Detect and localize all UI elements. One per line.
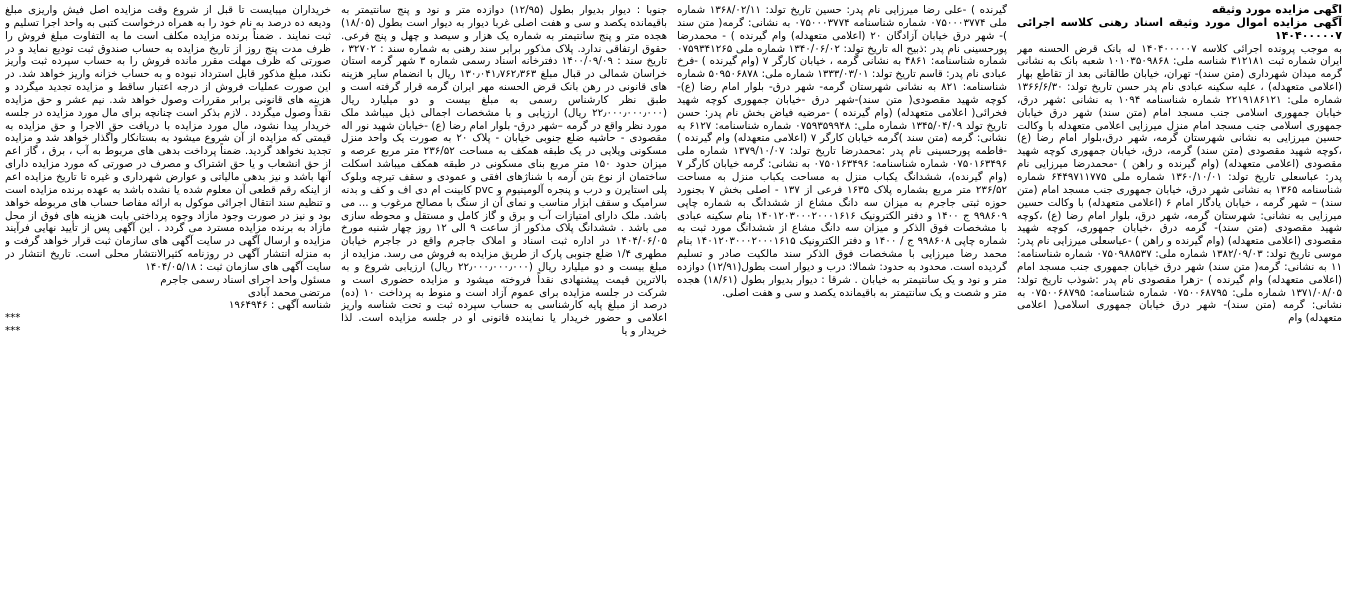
notice-heading: آگهی مزایده مورد وثیقه [1211, 4, 1342, 16]
notice-column-4-text: خریداران میبایست تا قبل از شروع وقت مزایده اصل فیش واریزی مبلغ ودیعه ده درصد به نام خود را به همراه درخواست کتبی به واحد اجرا تسلیم و ثبت نمایند . ضمناً برنده مزایده مکلف است ما به التفاوت مبلغ فروش را ظرف مدت پنج روز از تاریخ مزایده به حساب صندوق ثبت تودیع نماید و در صورتی که ظرف مهلت مقرر مانده فروش را به حساب سپرده ثبت واریز نکند، مبلغ مذکور قابل استرداد نبوده و به حساب خزانه واریز خواهد شد. در این صورت عملیات فروش از درجه اعتبار ساقط و مزایده تجدید میگردد و هزینه های قانونی برابر مقررات وصول خواهد شد. نیم عشر و حق مزایده نقداً وصول میگردد . لازم بذکر است چنانچه برای مال مورد مزایده در جلسه خریدار پیدا نشود، مال مورد مزایده با دریافت حق الاجرا و حق مزایده به قیمتی که مزایده از آن شروع میشود به بستانکار واگذار خواهد شد و مزایده تجدید نخواهد گردید. ضمناً پرداخت بدهی های مربوط به آب ، برق ، گاز اعم از حق انشعاب و یا حق اشتراک و مصرف در صورتی که مورد مزایده دارای آنها باشد و نیز بدهی مالیاتی و عوارض شهرداری و غیره تا تاریخ مزایده اعم از اینکه رقم قطعی آن معلوم شده یا نشده باشد به عهده برنده مزایده است و تنظیم سند انتقال اجرائی موکول به ارائه مفاصا حساب های مربوطه خواهد بود و نیز در صورت وجود مازاد وجوه پرداختی بابت هزینه های فوق از محل مازاد به برنده مزایده مسترد می گردد . این آگهی پس از تأیید نهایی فرآیند مزایده و ارسال آگهی در سایت آگهی های سازمان ثبت قرار خواهد گرفت و به منزله انتشار آگهی در روزنامه کثیرالانتشار محلی است. تاریخ انتشار در سایت آگهی های سازمان ثبت : ۱۴۰۴/۰۵/۱۸ [5, 4, 331, 273]
separator-stars-1: *** [5, 312, 21, 325]
signature-office: مسئول واحد اجرای اسناد رسمی جاجرم [160, 273, 331, 286]
notice-column-2 [677, 4, 1007, 604]
notice-column-1-text: به موجب پرونده اجرائی کلاسه ۱۴۰۴۰۰۰۰۰۷ له بانک قرض الحسنه مهر ایران شماره ثبت ۳۱۲۱۸۱ شناسه ملی: ۱۰۱۰۳۵۰۹۸۶۸ شعبه بانک به نشانی گرمه میدان شهرداری (متن سند)- تهران، خیابان طالقانی بعد از تقاطع بهار (اعلامی متعهدله) ، علیه سکینه عبادی نام پدر حسن تاریخ تولد: ۱۳۶۶/۶/۳۰ شماره ملی: ۲۲۱۹۱۸۶۱۲۱ شماره شناسنامه ۱۰۹۴ به نشانی :شهر درق، خیابان جمهوری اسلامی جنب مسجد امام (متن سند) شهر درق خیابان جمهوری اسلامی جنب مسجد امام منزل میرزایی اعلامی متعهدله با وکالت حسین میرزایی به نشانی شهرستان گرمه، شهر درق،بلوار امام رضا (ع) ،کوچه شهید مقصودی (متن سند) گرمه، درق، خیابان جمهوری کوچه شهید مقصودی (اعلامی متعهدله) (وام گیرنده و راهن ) -محمدرضا میرزایی نام پدر: عباسعلی تاریخ تولد: ۱۳۶۰/۱۰/۰۱ شماره ملی ۶۴۴۹۷۱۱۷۷۵ شماره شناسنامه ۱۳۶۵ به نشانی شهر درق، خیابان جمهوری جنب مسجد امام (متن سند) – شهر گرمه ، خیابان یادگار امام ۶ (اعلامی متعهدله) با وکالت حسین میرزایی به نشانی: شهرستان گرمه، شهر درق، بلوار امام رضا (ع) ،کوچه شهید مقصودی (متن سند)- گرمه درق ،خیابان جمهوری، کوچه شهید مقصودی (اعلامی متعهدله) (وام گیرنده و راهن ) -عباسعلی میرزایی نام پدر: موسی تاریخ تولد: ۱۳۸۲/۰۹/۰۳ شماره ملی: ۰۷۵۰۹۸۸۵۳۷ شماره شناسنامه: ۱۱ به نشانی: گرمه( متن سند) شهر درق خیابان جمهوری جنب مسجد امام (اعلامی متعهدله) وام گیرنده ) -زهرا مقصودی نام پدر :شوذب تاریخ تولد: ۱۳۷۱/۰۸/۰۵ شماره ملی: ۰۷۵۰۰۶۸۷۹۵ شماره شناسنامه: ۰۷۵۰۰۶۸۷۹۵ به نشانی: گرمه (متن سند)- شهر درق خیابان جمهوری اسلامی( اعلامی متعهدله) وام [1017, 42, 1342, 325]
notice-column-2-text: گیرنده ) -علی رضا میرزایی نام پدر: حسین تاریخ تولد: ۱۳۶۸/۰۲/۱۱ شماره ملی ۰۷۵۰۰۰۳۷۷۴ شماره شناسنامه ۰۷۵۰۰۰۳۷۷۴ به نشانی: گرمه( متن سند )- شهر درق خیابان آزادگان ۲۰ (اعلامی متعهدله) وام گیرنده ) - محمدرضا پورحسینی نام پدر :ذبیح اله تاریخ تولد: ۱۳۴۰/۰۶/۰۲ شماره ملی ۰۷۵۹۳۴۱۲۶۵ شماره شناسنامه: ۴۸۶۱ به نشانی گرمه ، خیابان کارگر ۷ (وام گیرنده ) -فرخ عبادی نام پدر: قاسم تاریخ تولد: ۱۳۳۳/۰۳/۰۱ شماره ملی: ۵۰۹۵۰۶۸۷۸ شماره شناسنامه: ۸۲۱ به نشانی شهرستان گرمه- شهر درق- بلوار امام رضا (ع)- کوچه شهید مقصودی( متن سند)-شهر درق -خیابان جمهوری کوچه شهید فخرائی( اعلامی متعهدله) (وام گیرنده ) -مرضیه فیاض بخش نام پدر: حسن تاریخ تولد ۱۳۴۵/۰۴/۰۹ شماره ملی: ۰۷۵۹۳۵۹۹۴۸ شماره شناسنامه: ۶۱۲۷ به نشانی: گرمه (متن سند )گرمه خیابان کارگر ۷ (اعلامی متعهدله) وام گیرنده ) -فاطمه پورحسینی نام پدر :محمدرضا تاریخ تولد: ۱۳۷۹/۱۰/۰۷ شماره ملی ۰۷۵۰۱۶۳۴۹۶ شماره شناسنامه: ۰۷۵۰۱۶۳۴۹۶ به نشانی: گرمه خیابان کارگر ۷ (وام گیرنده)، ششدانگ یکباب منزل به مساحت یکباب منزل به مساحت ۲۳۶/۵۲ متر مربع بشماره پلاک ۱۶۳۵ فرعی از ۱۳۷ - اصلی بخش ۷ بجنورد حوزه ثبتی جاجرم به میزان سه دانگ مشاع از ششدانگ به شماره چاپی ۹۹۸۶۰۹ ج ۱۴۰۰ و دفتر الکترونیک ۱۴۰۱۲۰۳۰۰۰۲۰۰۰۱۶۱۶ بنام سکینه عبادی با مشخصات فوق الذکر و میزان سه دانگ مشاع از ششدانگ مورد ثبت به شماره چاپی ۹۹۸۶۰۸ ج / ۱۴۰۰ و دفتر الکترونیک ۱۴۰۱۲۰۳۰۰۰۲۰۰۰۱۶۱۵ بنام محمد رضا میرزایی با مشخصات فوق الذکر سند مالکیت صادر و تسلیم گردیده است. محدود به حدود: شمالا: درب و دیوار است بطول(۱۲/۹۱) دوازده متر و نود و یک سانتیمتر به خیابان . شرقا : دیوار بدیوار بطول (۱۸/۶۱) هجده متر و شصت و یک سانتیمتر به باقیمانده یکصد و سی و هفت اصلی. [677, 4, 1007, 299]
separator-stars-2: *** [5, 325, 21, 338]
ad-id: شناسه آگهی : ۱۹۶۴۹۴۶ [228, 299, 331, 312]
notice-column-4 [5, 4, 331, 604]
signature-name: مرتضی محمد آبادی [247, 286, 331, 299]
notice-subheading: آگهی مزایده اموال مورد وثیقه اسناد رهنی کلاسه اجرائی ۱۴۰۴۰۰۰۰۰۷ [1017, 15, 1342, 42]
notice-column-3-text: جنوبا : دیوار بدیوار بطول (۱۲/۹۵) دوازده متر و نود و پنج سانتیمتر به باقیمانده یکصد و سی و هفت اصلی غربا دیوار به دیوار است بطول (۱۸/۰۵) هجده متر و پنج سانتیمتر به شماره یک هزار و سیصد و چهل و پنج فرعی. حقوق ارتفاقی ندارد. پلاک مذکور برابر سند رهنی به شماره سند : ۳۲۷۰۲ ، تاریخ سند : ۱۴۰۰/۰۹/۰۹ دفترخانه اسناد رسمی شماره ۳ شهر گرمه استان خراسان شمالی در قبال مبلغ ۱۳۰٫۰۴۱٫۷۶۲٫۳۶۳ ریال با انضمام سایر هزینه های قانونی در رهن بانک قرض الحسنه مهر ایران گرمه قرار گرفته است و طبق نظر کارشناس رسمی به مبلغ بیست و دو میلیارد ریال (۲۲٫۰۰۰٫۰۰۰٫۰۰۰ ریال) ارزیابی و با مشخصات اجمالی ذیل میباشد ملک مورد نظر واقع در گرمه –شهر درق- بلوار امام رضا (ع) -خیابان شهید نور اله مقصودی - حاشیه ضلع جنوبی خیابان - پلاک ۲۰ به صورت یک واحد منزل مسکونی ویلایی در یک طبقه همکف به مساحت ۲۳۶/۵۲ متر مربع عرصه و میزان حدود ۱۵۰ متر مربع بنای مسکونی در طبقه همکف میباشد اسکلت ساختمان از نوع بتن آرمه با شناژهای افقی و عمودی و سقف تیرچه وبلوک پلی استایرن و درب و پنجره آلومینیوم و pvc کابینت ام دی اف و کف و بدنه سرامیک و سقف ابزار مناسب و نمای آن از سنگ با مصالح مرغوب و ... می باشد. ملک دارای امتیازات آب و برق و گاز کامل و مستقل و محوطه سازی می باشد . ششدانگ پلاک مذکور از ساعت ۹ الی ۱۲ روز چهار شنبه مورخ ۱۴۰۴/۰۶/۰۵ در اداره ثبت اسناد و املاک جاجرم واقع در جاجرم خیابان مطهری ۱/۴ ضلع جنوبی پارک از طریق مزایده به فروش می رسد. مزایده از مبلغ بیست و دو میلیارد ریال (۲۲٫۰۰۰٫۰۰۰٫۰۰۰ ریال) ارزیابی شروع و به بالاترین قیمت پیشنهادی نقداً فروخته میشود و مزایده حضوری است و شرکت در جلسه مزایده برای عموم آزاد است و منوط به پرداخت ۱۰ (ده) درصد از مبلغ پایه کارشناسی به حساب سپرده ثبت و تحت شناسه واریز اعلامی و حضور خریدار یا نماینده قانونی او در جلسه مزایده است. لذا خریدار و یا [341, 4, 667, 338]
notice-column-1 [1017, 4, 1342, 604]
notice-column-3 [341, 4, 667, 604]
